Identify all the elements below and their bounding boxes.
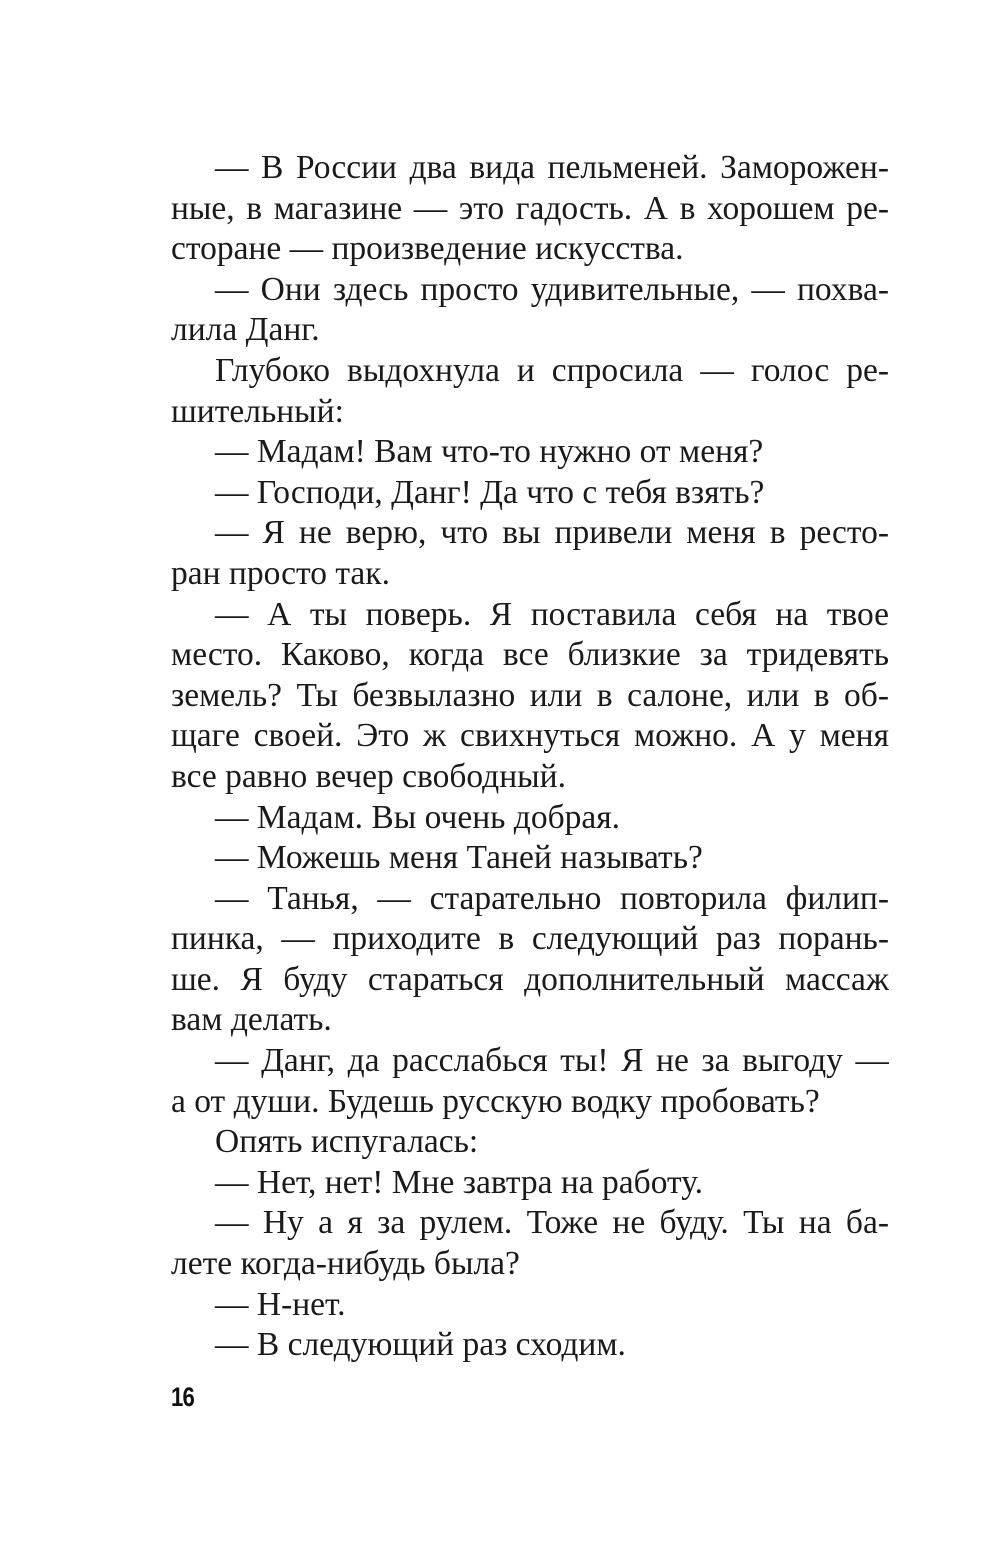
text-line: Опять испугалась: — [215, 1123, 479, 1161]
text-line: — Мадам! Вам что-то нужно от меня? — [215, 433, 764, 471]
text-line: — Н-нет. — [215, 1285, 346, 1323]
text-line: — Господи, Данг! Да что с тебя взять? — [215, 473, 765, 511]
text-line: а от души. Будешь русскую водку пробовать? — [171, 1082, 820, 1120]
text-line: — В России два вида пельменей. Заморожен- — [215, 149, 889, 186]
text-line: Глубоко выдохнула и спросила — голос ре- — [215, 351, 889, 389]
text-line: — Я не верю, что вы привели меня в ресто- — [215, 514, 889, 552]
text-line: пинка, — приходите в следующий раз порань- — [171, 920, 889, 958]
text-line: — Танья, — старательно повторила филип- — [215, 879, 889, 917]
text-line: все равно вечер свободный. — [171, 757, 566, 795]
text-line: лила Данг. — [171, 311, 320, 349]
text-line: — Мадам. Вы очень добрая. — [215, 798, 621, 836]
text-line: лете когда-нибудь была? — [171, 1245, 520, 1283]
text-line: место. Каково, когда все близкие за тридевять — [171, 636, 889, 674]
text-line: шительный: — [171, 392, 344, 430]
text-line: щаге своей. Это ж свихнуться можно. А у меня — [171, 717, 889, 755]
text-line: сторане — произведение искусства. — [171, 230, 684, 268]
body-text — [171, 148, 889, 1366]
text-line: — Можешь меня Таней называть? — [215, 839, 703, 877]
text-line: — Нет, нет! Мне завтра на работу. — [215, 1163, 703, 1201]
text-line: — А ты поверь. Я поставила себя на твое — [215, 595, 889, 633]
text-line: земель? Ты безвылазно или в салоне, или в об- — [171, 676, 889, 714]
text-line: ные, в магазине — это гадость. А в хорошем ре- — [171, 189, 889, 227]
page-number: 16 — [171, 1382, 194, 1412]
text-line: — Данг, да расслабься ты! Я не за выгоду — — [215, 1042, 889, 1080]
text-line: ше. Я буду стараться дополнительный массаж — [171, 960, 889, 998]
text-line: вам делать. — [171, 1001, 332, 1039]
text-line: — Они здесь просто удивительные, — похва- — [215, 270, 889, 308]
text-line: — В следующий раз сходим. — [215, 1326, 626, 1364]
text-line: — Ну а я за рулем. Тоже не буду. Ты на ба- — [215, 1204, 889, 1242]
text-line: ран просто так. — [171, 554, 390, 592]
